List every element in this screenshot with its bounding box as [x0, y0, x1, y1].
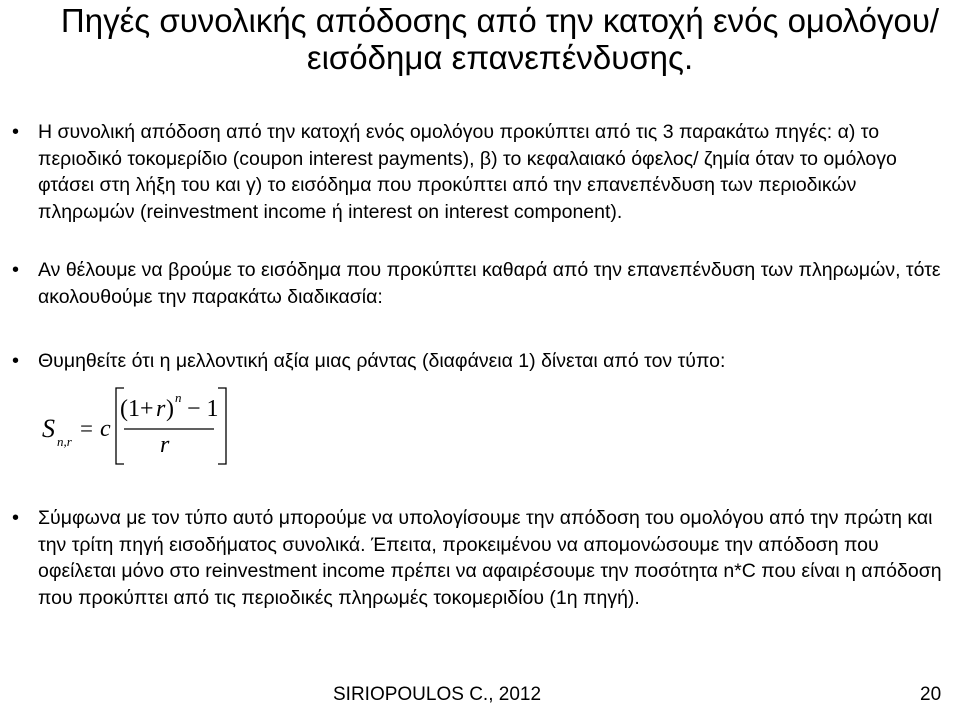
formula-numerator-r: r — [156, 396, 166, 422]
page-number: 20 — [920, 684, 942, 705]
bullet-formula-usage: • Σύμφωνα με τον τύπο αυτό μπορούμε να υπολογίσουμε την απόδοση του ομολόγου από την πρώτη και την τρίτη πηγή εισοδήματος συνολικά. Έπειτα, προκειμένου να απομονώσουμε την απόδοση που οφείλεται μόνο στο reinvestment income πρέπει να αφαιρέσουμε την ποσότητα n*C που είναι η απόδοση που προκύπτει από τις περιοδικές πληρωμές τοκομεριδίου (1η πηγή). — [38, 505, 950, 611]
formula-minus-one: − 1 — [187, 396, 219, 422]
formula-subscript: n,r — [57, 434, 72, 449]
formula-c: c — [100, 416, 111, 442]
formula-numerator-close: ) — [166, 396, 174, 422]
formula-s: S — [42, 414, 55, 443]
bullet-future-value-annuity: • Θυμηθείτε ότι η μελλοντική αξία μιας ράντας (διαφάνεια 1) δίνεται από τον τύπο: — [38, 348, 950, 375]
formula-numerator-open: (1+ — [120, 396, 154, 422]
formula-equals: = — [80, 416, 93, 441]
bullet-reinvestment-procedure: • Αν θέλουμε να βρούμε το εισόδημα που προκύπτει καθαρά από την επανεπένδυση των πληρωμών, τότε ακολουθούμε την παρακάτω διαδικασία: — [38, 257, 950, 310]
slide-title: Πηγές συνολικής απόδοσης από την κατοχή ενός ομολόγου/εισόδημα επανεπένδυσης. — [60, 2, 940, 76]
formula-denominator: r — [160, 432, 170, 458]
footer-author: SIRIOPOULOS C., 2012 — [333, 684, 542, 705]
bullet-total-return-sources: • Η συνολική απόδοση από την κατοχή ενός ομολόγου προκύπτει από τις 3 παρακάτω πηγές: α) το περιοδικό τοκομερίδιο (coupon interest payments), β) το κεφαλαιακό όφελος/ ζημία όταν το ομόλογο φτάσει στη λήξη του και γ) το εισόδημα που προκύπτει από την επανεπένδυση των περιοδικών πληρωμών (reinvestment income ή interest on interest component). — [38, 119, 950, 225]
formula-exponent: n — [175, 390, 182, 405]
future-value-formula — [42, 386, 242, 466]
